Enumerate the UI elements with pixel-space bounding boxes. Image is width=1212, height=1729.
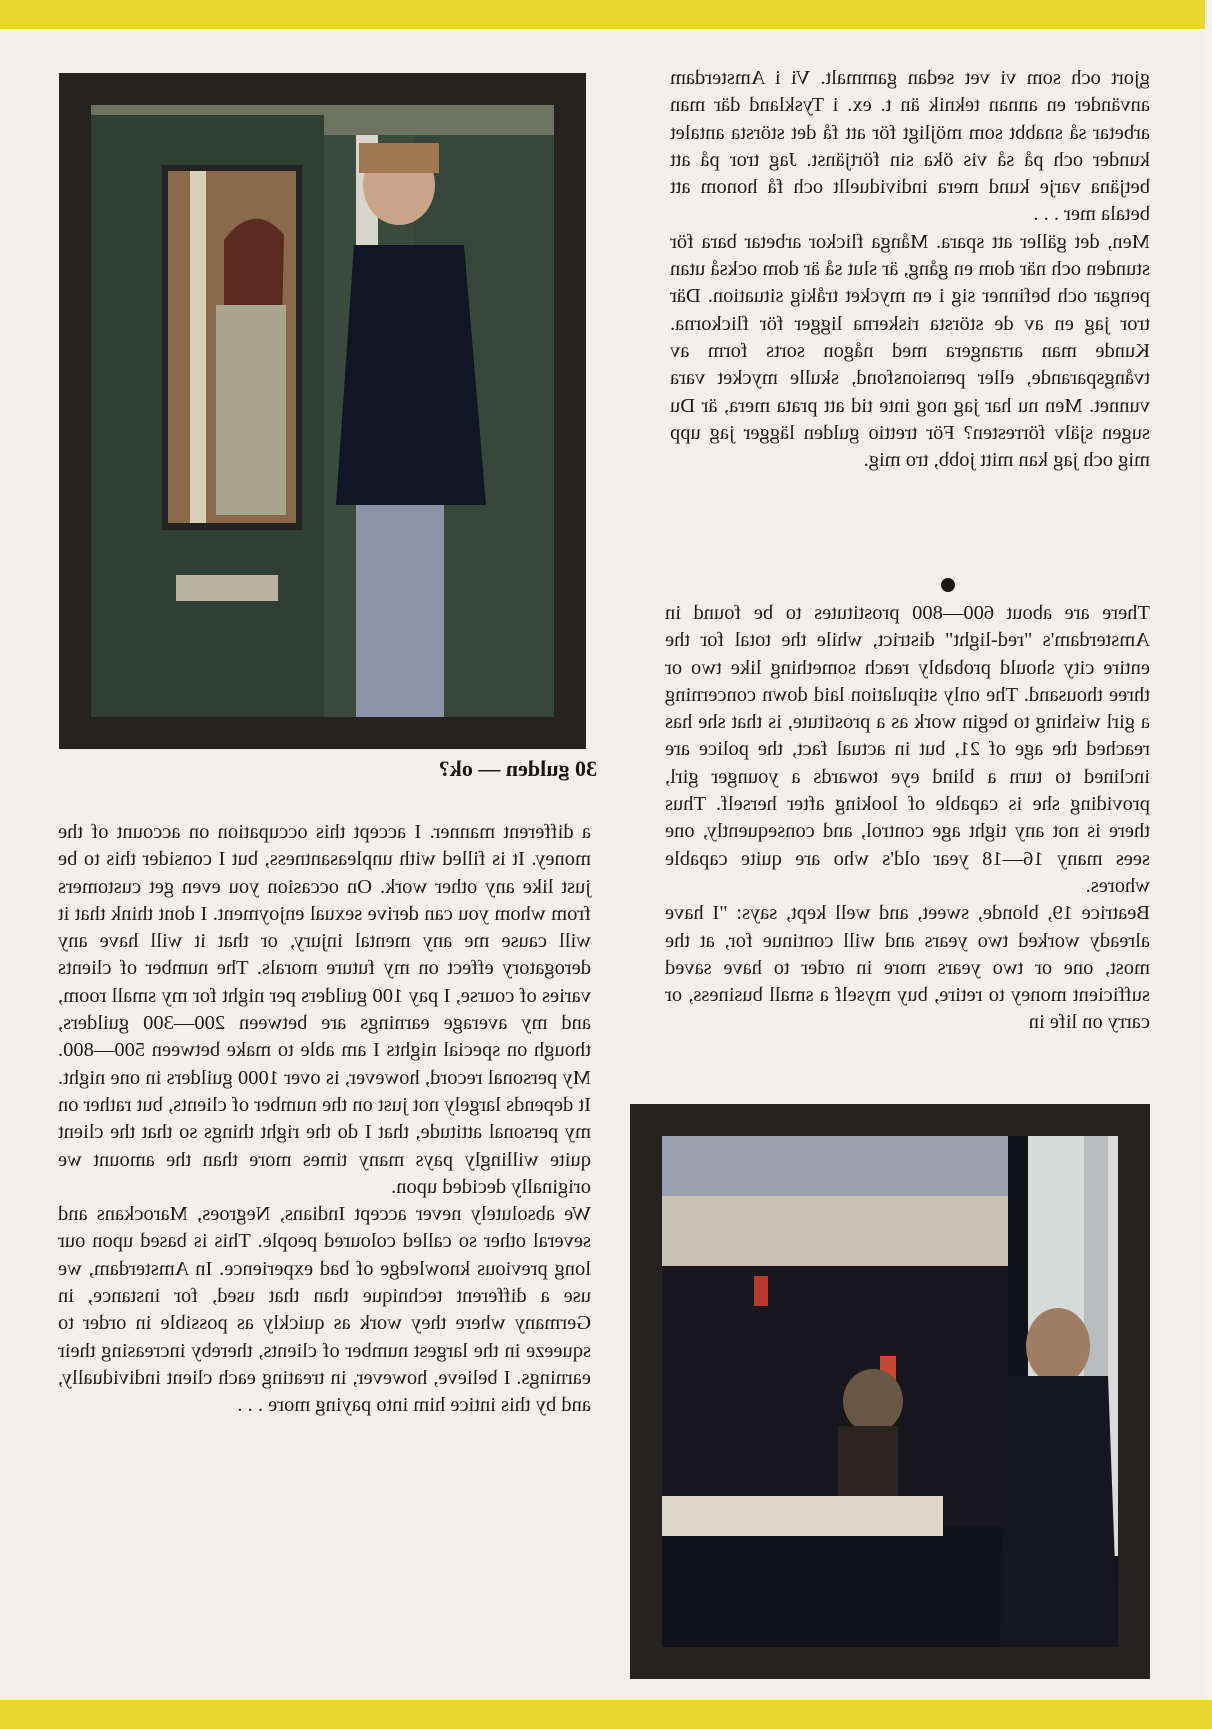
bottom-color-band xyxy=(0,1700,1212,1729)
english-text-column-top xyxy=(665,600,1150,1037)
english-text-column-bottom xyxy=(58,819,591,1420)
english-paragraph: We absolutely never accept Indians, Negroes, Marockans and several other so called coloured people. This is based upon our long previous knowledge of bad experience. In Amsterdam, we use a different technique than that used, for instance, in Germany where they work as quickly as possible in order to squeeze in the largest number of clients, thereby increasing their earnings. I believe, however, in treating each client individually, and by this intice him into paying more . . . xyxy=(58,1203,591,1417)
mirrored-page xyxy=(0,29,1212,1700)
english-paragraph: There are about 600—800 prostitutes to be found in Amsterdam's "red-light" district, while the total for the entire city should probably reach something like two or three thousand. The only stipulation laid down concerning a girl wishing to begin work as a prostitute, is that she has reached the age of 21, but in actual fact, the police are inclined to turn a blind eye towards a younger girl, providing she is capable of looking after herself. Thus there is not any tight age control, and consequently, one sees many 16—18 year old's who are quite capable whores. xyxy=(665,602,1150,897)
page-edge xyxy=(1205,0,1212,1729)
swedish-text-column xyxy=(670,65,1150,474)
english-paragraph: a different manner. I accept this occupation on account of the money. It is filled with unpleasantness, but I consider this to be just like any other work. On occasion you even get customers from whom you can derive sexual enjoyment. I dont think that it will cause me any mental injury, or that it will have any derogatory effect on my future morals. The number of clients varies of course, I pay 100 guilders per night for my small room, and my average earnings are between 200—300 guilders, though on special nights I am able to make between 500—800. My personal record, however, is over 1000 guilders in one night. It depends largely not just on the number of clients, but rather on my personal attitude, that I do the right things so that the client quite willingly pays many times more than the amount we originally decided upon. xyxy=(58,821,591,1198)
window-scene xyxy=(662,1136,1118,1647)
doorway-scene xyxy=(91,105,554,717)
english-paragraph: Beatrice 19, blonde, sweet, and well kept, says: "I have already worked two years and will continue for, at the most, one or two years more in order to have saved sufficient money to retire, buy myself a small business, or carry on life in xyxy=(665,902,1150,1034)
doorway-photo xyxy=(59,73,586,749)
top-color-band xyxy=(0,0,1212,29)
window-photo xyxy=(630,1104,1150,1679)
section-divider-bullet xyxy=(941,578,955,592)
swedish-paragraph: Men, det gäller att spara. Många flickor arbetar bara för stunden och när dom en gång, är slut så är dom också utan pengar och befinner sig i en mycket tråkig situation. Där tror jag en av de största riskerna ligger för flickorna. Kunde man arrangera med någon sorts form av tvångsparande, eller pensionsfond, skulle mycket vara vunnet. Men nu har jag nog inte tid att prata mera, är Du sugen själv förresten? För trettio gulden lägger jag upp mig och jag kan mitt jobb, tro mig. xyxy=(670,230,1150,472)
photo-caption: 30 gulden — ok? xyxy=(438,756,597,781)
swedish-paragraph: gjort och som vi vet sedan gammalt. Vi i Amsterdam använder en annan teknik än t. ex. i Tyskland där man arbetar så snabbt som möjligt för att få det största antalet kunder och på så vis öka sin förtjänst. Jag tror på att betjäna varje kund mera individuellt och få honom att betala mer . . . xyxy=(670,67,1150,226)
